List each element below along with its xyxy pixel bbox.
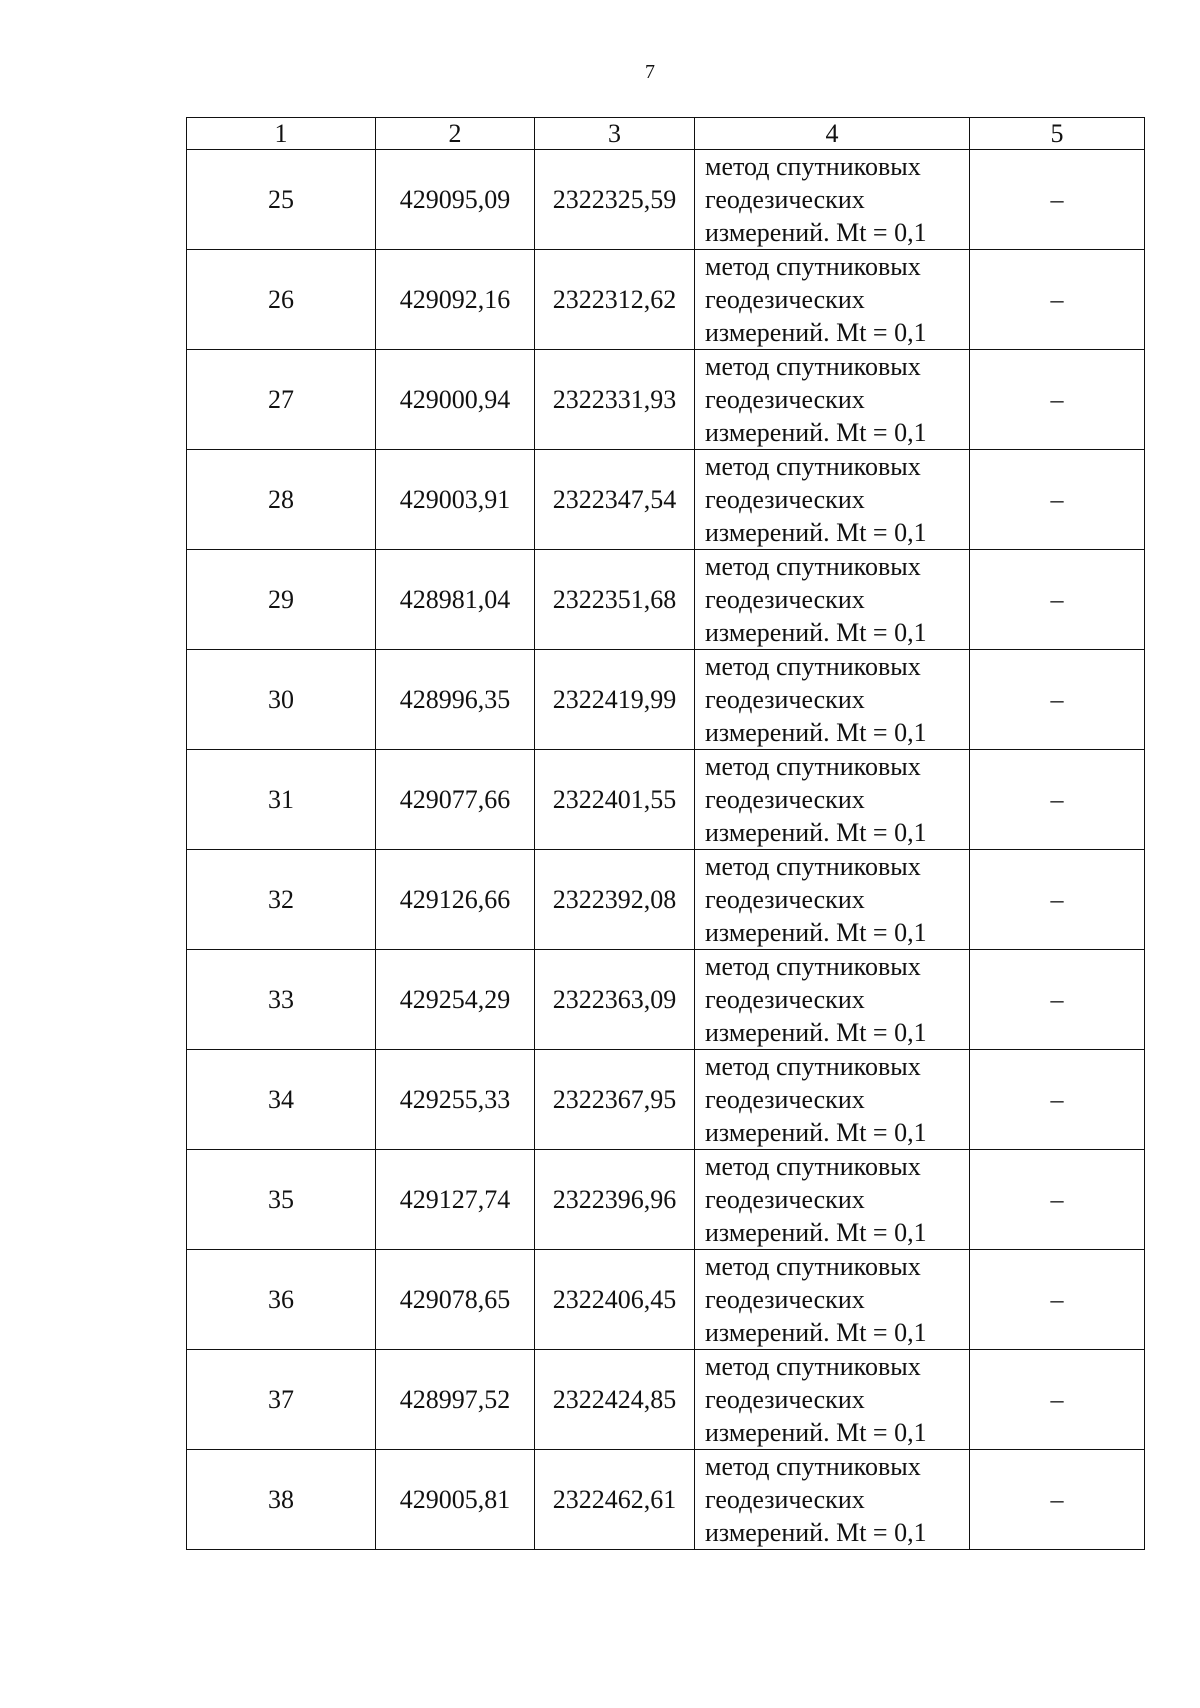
method-line: измерений. Mt = 0,1 bbox=[705, 918, 927, 947]
method-line: геодезических bbox=[705, 385, 865, 414]
method-cell bbox=[695, 850, 970, 950]
y-coordinate-cell: 2322401,55 bbox=[535, 750, 695, 850]
table-row bbox=[187, 1350, 1145, 1450]
header-col-1: 1 bbox=[187, 118, 376, 150]
method-line: метод спутниковых bbox=[705, 1452, 921, 1481]
method-cell bbox=[695, 150, 970, 250]
method-line: метод спутниковых bbox=[705, 352, 921, 381]
table-row bbox=[187, 550, 1145, 650]
table-row bbox=[187, 450, 1145, 550]
method-line: метод спутниковых bbox=[705, 852, 921, 881]
x-coordinate-cell: 429126,66 bbox=[376, 850, 535, 950]
method-line: измерений. Mt = 0,1 bbox=[705, 1518, 927, 1547]
note-cell: – bbox=[970, 350, 1145, 450]
method-line: измерений. Mt = 0,1 bbox=[705, 618, 927, 647]
table-row bbox=[187, 1050, 1145, 1150]
note-cell: – bbox=[970, 1350, 1145, 1450]
method-line: геодезических bbox=[705, 585, 865, 614]
method-line: геодезических bbox=[705, 685, 865, 714]
method-line: измерений. Mt = 0,1 bbox=[705, 318, 927, 347]
method-line: метод спутниковых bbox=[705, 1252, 921, 1281]
method-line: метод спутниковых bbox=[705, 152, 921, 181]
x-coordinate-cell: 429127,74 bbox=[376, 1150, 535, 1250]
note-cell: – bbox=[970, 550, 1145, 650]
table-row bbox=[187, 250, 1145, 350]
point-number-cell: 25 bbox=[187, 150, 376, 250]
method-line: геодезических bbox=[705, 185, 865, 214]
method-line: измерений. Mt = 0,1 bbox=[705, 1118, 927, 1147]
method-cell bbox=[695, 950, 970, 1050]
table-row bbox=[187, 1250, 1145, 1350]
method-line: метод спутниковых bbox=[705, 1152, 921, 1181]
page-number: 7 bbox=[645, 61, 655, 83]
method-cell bbox=[695, 450, 970, 550]
point-number-cell: 27 bbox=[187, 350, 376, 450]
y-coordinate-cell: 2322419,99 bbox=[535, 650, 695, 750]
method-cell bbox=[695, 1350, 970, 1450]
y-coordinate-cell: 2322312,62 bbox=[535, 250, 695, 350]
method-line: измерений. Mt = 0,1 bbox=[705, 218, 927, 247]
note-cell: – bbox=[970, 650, 1145, 750]
note-cell: – bbox=[970, 750, 1145, 850]
table-header bbox=[187, 118, 1145, 150]
x-coordinate-cell: 428996,35 bbox=[376, 650, 535, 750]
method-cell bbox=[695, 650, 970, 750]
method-line: геодезических bbox=[705, 285, 865, 314]
header-col-4: 4 bbox=[695, 118, 970, 150]
method-line: метод спутниковых bbox=[705, 952, 921, 981]
x-coordinate-cell: 429255,33 bbox=[376, 1050, 535, 1150]
method-line: метод спутниковых bbox=[705, 552, 921, 581]
table-row bbox=[187, 650, 1145, 750]
point-number-cell: 28 bbox=[187, 450, 376, 550]
y-coordinate-cell: 2322406,45 bbox=[535, 1250, 695, 1350]
method-line: геодезических bbox=[705, 985, 865, 1014]
note-cell: – bbox=[970, 850, 1145, 950]
method-line: геодезических bbox=[705, 885, 865, 914]
x-coordinate-cell: 428997,52 bbox=[376, 1350, 535, 1450]
method-line: геодезических bbox=[705, 485, 865, 514]
point-number-cell: 32 bbox=[187, 850, 376, 950]
method-cell bbox=[695, 1450, 970, 1550]
method-line: измерений. Mt = 0,1 bbox=[705, 1318, 927, 1347]
point-number-cell: 33 bbox=[187, 950, 376, 1050]
point-number-cell: 30 bbox=[187, 650, 376, 750]
method-line: измерений. Mt = 0,1 bbox=[705, 718, 927, 747]
y-coordinate-cell: 2322325,59 bbox=[535, 150, 695, 250]
method-cell bbox=[695, 350, 970, 450]
method-cell bbox=[695, 550, 970, 650]
note-cell: – bbox=[970, 1150, 1145, 1250]
method-cell bbox=[695, 1050, 970, 1150]
header-col-2: 2 bbox=[376, 118, 535, 150]
y-coordinate-cell: 2322396,96 bbox=[535, 1150, 695, 1250]
point-number-cell: 31 bbox=[187, 750, 376, 850]
method-line: геодезических bbox=[705, 1385, 865, 1414]
table-row bbox=[187, 350, 1145, 450]
table-row bbox=[187, 150, 1145, 250]
method-line: измерений. Mt = 0,1 bbox=[705, 518, 927, 547]
y-coordinate-cell: 2322392,08 bbox=[535, 850, 695, 950]
table-row bbox=[187, 850, 1145, 950]
x-coordinate-cell: 429077,66 bbox=[376, 750, 535, 850]
method-line: метод спутниковых bbox=[705, 652, 921, 681]
method-cell bbox=[695, 750, 970, 850]
method-line: геодезических bbox=[705, 1185, 865, 1214]
x-coordinate-cell: 429254,29 bbox=[376, 950, 535, 1050]
table-row bbox=[187, 950, 1145, 1050]
x-coordinate-cell: 429003,91 bbox=[376, 450, 535, 550]
header-row bbox=[187, 118, 1145, 150]
method-cell bbox=[695, 1250, 970, 1350]
note-cell: – bbox=[970, 1250, 1145, 1350]
x-coordinate-cell: 429092,16 bbox=[376, 250, 535, 350]
method-line: геодезических bbox=[705, 785, 865, 814]
y-coordinate-cell: 2322351,68 bbox=[535, 550, 695, 650]
method-line: измерений. Mt = 0,1 bbox=[705, 1018, 927, 1047]
point-number-cell: 34 bbox=[187, 1050, 376, 1150]
method-line: измерений. Mt = 0,1 bbox=[705, 1418, 927, 1447]
method-cell bbox=[695, 1150, 970, 1250]
x-coordinate-cell: 429000,94 bbox=[376, 350, 535, 450]
method-line: геодезических bbox=[705, 1485, 865, 1514]
method-cell bbox=[695, 250, 970, 350]
header-col-3: 3 bbox=[535, 118, 695, 150]
method-line: измерений. Mt = 0,1 bbox=[705, 1218, 927, 1247]
y-coordinate-cell: 2322367,95 bbox=[535, 1050, 695, 1150]
coordinates-table bbox=[186, 117, 1145, 1550]
point-number-cell: 38 bbox=[187, 1450, 376, 1550]
method-line: метод спутниковых bbox=[705, 1052, 921, 1081]
point-number-cell: 26 bbox=[187, 250, 376, 350]
method-line: измерений. Mt = 0,1 bbox=[705, 418, 927, 447]
y-coordinate-cell: 2322424,85 bbox=[535, 1350, 695, 1450]
note-cell: – bbox=[970, 1050, 1145, 1150]
point-number-cell: 36 bbox=[187, 1250, 376, 1350]
method-line: метод спутниковых bbox=[705, 752, 921, 781]
x-coordinate-cell: 429078,65 bbox=[376, 1250, 535, 1350]
note-cell: – bbox=[970, 450, 1145, 550]
y-coordinate-cell: 2322363,09 bbox=[535, 950, 695, 1050]
note-cell: – bbox=[970, 150, 1145, 250]
method-line: метод спутниковых bbox=[705, 1352, 921, 1381]
point-number-cell: 35 bbox=[187, 1150, 376, 1250]
x-coordinate-cell: 428981,04 bbox=[376, 550, 535, 650]
method-line: геодезических bbox=[705, 1085, 865, 1114]
header-col-5: 5 bbox=[970, 118, 1145, 150]
method-line: измерений. Mt = 0,1 bbox=[705, 818, 927, 847]
y-coordinate-cell: 2322462,61 bbox=[535, 1450, 695, 1550]
note-cell: – bbox=[970, 1450, 1145, 1550]
table-body bbox=[187, 150, 1145, 1550]
table-row bbox=[187, 1450, 1145, 1550]
note-cell: – bbox=[970, 250, 1145, 350]
point-number-cell: 29 bbox=[187, 550, 376, 650]
y-coordinate-cell: 2322347,54 bbox=[535, 450, 695, 550]
table-row bbox=[187, 1150, 1145, 1250]
x-coordinate-cell: 429095,09 bbox=[376, 150, 535, 250]
method-line: геодезических bbox=[705, 1285, 865, 1314]
y-coordinate-cell: 2322331,93 bbox=[535, 350, 695, 450]
x-coordinate-cell: 429005,81 bbox=[376, 1450, 535, 1550]
point-number-cell: 37 bbox=[187, 1350, 376, 1450]
method-line: метод спутниковых bbox=[705, 452, 921, 481]
note-cell: – bbox=[970, 950, 1145, 1050]
table-row bbox=[187, 750, 1145, 850]
method-line: метод спутниковых bbox=[705, 252, 921, 281]
